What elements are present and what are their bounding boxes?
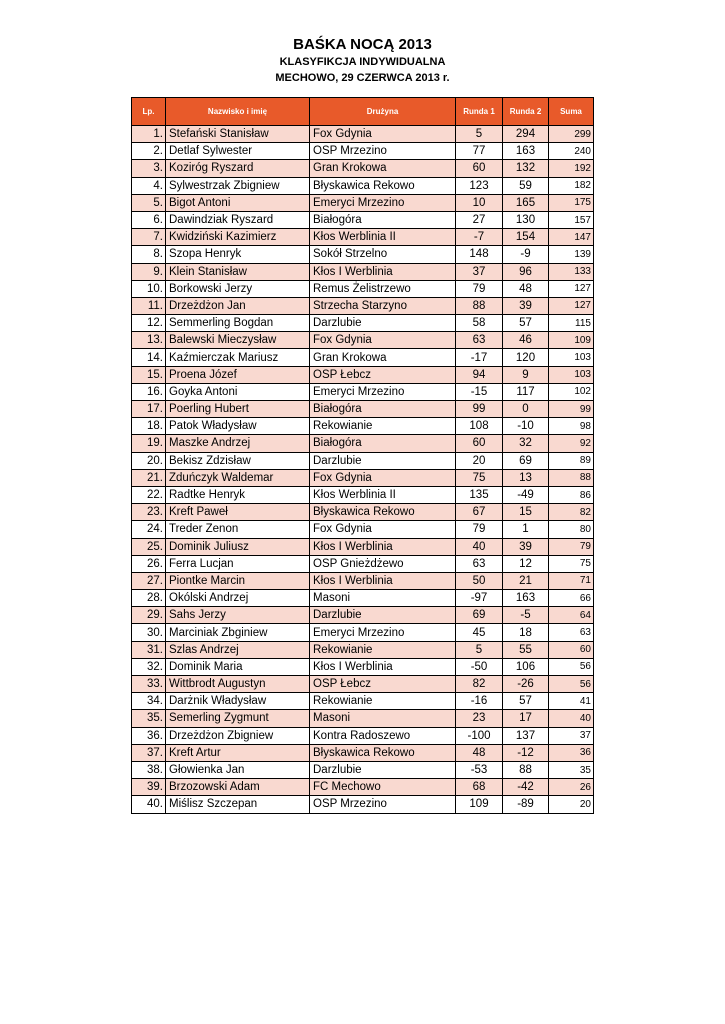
table-row (132, 607, 594, 624)
round1-cell: -16 (456, 693, 503, 710)
round1-cell: 148 (456, 246, 503, 263)
player-name-cell: Kreft Paweł (166, 504, 310, 521)
sum-cell: 66 (549, 590, 594, 607)
round2-cell: 39 (503, 297, 549, 314)
rank-cell: 6. (132, 211, 166, 228)
table-row (132, 349, 594, 366)
round2-cell: 163 (503, 590, 549, 607)
team-cell: Błyskawica Rekowo (310, 504, 456, 521)
rank-cell: 27. (132, 572, 166, 589)
table-row (132, 126, 594, 143)
round2-cell: -5 (503, 607, 549, 624)
team-cell: Kontra Radoszewo (310, 727, 456, 744)
sum-cell: 127 (549, 297, 594, 314)
round2-cell: 0 (503, 401, 549, 418)
round1-cell: 88 (456, 297, 503, 314)
round1-cell: 69 (456, 607, 503, 624)
team-cell: OSP Mrzezino (310, 143, 456, 160)
round1-cell: 82 (456, 676, 503, 693)
rank-cell: 8. (132, 246, 166, 263)
event-location-date: MECHOWO, 29 CZERWCA 2013 r. (275, 72, 450, 84)
round1-cell: 123 (456, 177, 503, 194)
results-table-header (132, 98, 594, 126)
table-row (132, 383, 594, 400)
player-name-cell: Patok Władysław (166, 418, 310, 435)
table-row (132, 280, 594, 297)
team-cell: Darzlubie (310, 452, 456, 469)
player-name-cell: Szopa Henryk (166, 246, 310, 263)
round1-cell: 79 (456, 521, 503, 538)
round2-cell: 57 (503, 315, 549, 332)
rank-cell: 18. (132, 418, 166, 435)
team-cell: OSP Gnieżdżewo (310, 555, 456, 572)
round1-cell: 5 (456, 126, 503, 143)
round1-cell: 94 (456, 366, 503, 383)
sum-cell: 63 (549, 624, 594, 641)
round2-cell: -49 (503, 486, 549, 503)
sum-cell: 102 (549, 383, 594, 400)
table-row (132, 229, 594, 246)
rank-cell: 37. (132, 744, 166, 761)
sum-cell: 79 (549, 538, 594, 555)
round2-cell: -9 (503, 246, 549, 263)
team-cell: FC Mechowo (310, 779, 456, 796)
player-name-cell: Drzeżdżon Zbigniew (166, 727, 310, 744)
round2-cell: 69 (503, 452, 549, 469)
player-name-cell: Treder Zenon (166, 521, 310, 538)
round1-cell: 63 (456, 332, 503, 349)
sum-cell: 88 (549, 469, 594, 486)
player-name-cell: Dominik Maria (166, 658, 310, 675)
rank-cell: 26. (132, 555, 166, 572)
table-row (132, 246, 594, 263)
player-name-cell: Radtke Henryk (166, 486, 310, 503)
round1-cell: 109 (456, 796, 503, 813)
round2-cell: 55 (503, 641, 549, 658)
rank-cell: 35. (132, 710, 166, 727)
player-name-cell: Kaźmierczak Mariusz (166, 349, 310, 366)
rank-cell: 28. (132, 590, 166, 607)
player-name-cell: Piontke Marcin (166, 572, 310, 589)
sum-cell: 109 (549, 332, 594, 349)
round1-cell: 135 (456, 486, 503, 503)
round2-cell: 137 (503, 727, 549, 744)
rank-cell: 38. (132, 761, 166, 778)
player-name-cell: Okólski Andrzej (166, 590, 310, 607)
rank-cell: 12. (132, 315, 166, 332)
player-name-cell: Borkowski Jerzy (166, 280, 310, 297)
rank-cell: 29. (132, 607, 166, 624)
player-name-cell: Balewski Mieczysław (166, 332, 310, 349)
sum-cell: 147 (549, 229, 594, 246)
player-name-cell: Bekisz Zdzisław (166, 452, 310, 469)
team-cell: Darzlubie (310, 761, 456, 778)
round2-cell: 13 (503, 469, 549, 486)
round2-cell: 163 (503, 143, 549, 160)
round1-cell: 10 (456, 194, 503, 211)
rank-cell: 40. (132, 796, 166, 813)
column-header-sum: Suma (549, 98, 594, 126)
table-row (132, 486, 594, 503)
classification-subtitle: KLASYFIKCJA INDYWIDUALNA (279, 56, 446, 68)
round2-cell: 154 (503, 229, 549, 246)
round2-cell: -12 (503, 744, 549, 761)
player-name-cell: Bigot Antoni (166, 194, 310, 211)
round2-cell: 130 (503, 211, 549, 228)
round2-cell: 17 (503, 710, 549, 727)
sum-cell: 82 (549, 504, 594, 521)
round1-cell: 23 (456, 710, 503, 727)
round1-cell: -100 (456, 727, 503, 744)
round1-cell: 108 (456, 418, 503, 435)
rank-cell: 2. (132, 143, 166, 160)
sum-cell: 157 (549, 211, 594, 228)
rank-cell: 4. (132, 177, 166, 194)
team-cell: Rekowianie (310, 418, 456, 435)
rank-cell: 16. (132, 383, 166, 400)
column-header-round1: Runda 1 (456, 98, 503, 126)
round2-cell: -10 (503, 418, 549, 435)
table-row (132, 710, 594, 727)
rank-cell: 11. (132, 297, 166, 314)
table-row (132, 590, 594, 607)
team-cell: Kłos I Werblinia (310, 658, 456, 675)
sum-cell: 299 (549, 126, 594, 143)
player-name-cell: Semerling Zygmunt (166, 710, 310, 727)
rank-cell: 19. (132, 435, 166, 452)
sum-cell: 26 (549, 779, 594, 796)
sum-cell: 89 (549, 452, 594, 469)
team-cell: Emeryci Mrzezino (310, 194, 456, 211)
rank-cell: 21. (132, 469, 166, 486)
sum-cell: 133 (549, 263, 594, 280)
sum-cell: 115 (549, 315, 594, 332)
table-row (132, 744, 594, 761)
round1-cell: -50 (456, 658, 503, 675)
player-name-cell: Sylwestrzak Zbigniew (166, 177, 310, 194)
team-cell: Białogóra (310, 211, 456, 228)
column-header-name: Nazwisko i imię (166, 98, 310, 126)
round2-cell: 106 (503, 658, 549, 675)
rank-cell: 23. (132, 504, 166, 521)
page-title: BAŚKA NOCĄ 2013 (293, 36, 432, 53)
results-table-body (132, 126, 594, 814)
sum-cell: 71 (549, 572, 594, 589)
round1-cell: 50 (456, 572, 503, 589)
round1-cell: 99 (456, 401, 503, 418)
team-cell: Sokół Strzelno (310, 246, 456, 263)
player-name-cell: Brzozowski Adam (166, 779, 310, 796)
sum-cell: 92 (549, 435, 594, 452)
round2-cell: 18 (503, 624, 549, 641)
team-cell: Białogóra (310, 435, 456, 452)
round1-cell: 68 (456, 779, 503, 796)
sum-cell: 60 (549, 641, 594, 658)
sum-cell: 37 (549, 727, 594, 744)
round2-cell: 12 (503, 555, 549, 572)
player-name-cell: Sahs Jerzy (166, 607, 310, 624)
table-row (132, 160, 594, 177)
player-name-cell: Klein Stanisław (166, 263, 310, 280)
team-cell: Darzlubie (310, 315, 456, 332)
round1-cell: 40 (456, 538, 503, 555)
round1-cell: 77 (456, 143, 503, 160)
team-cell: Kłos Werblinia II (310, 486, 456, 503)
rank-cell: 20. (132, 452, 166, 469)
team-cell: Fox Gdynia (310, 469, 456, 486)
player-name-cell: Głowienka Jan (166, 761, 310, 778)
table-row (132, 452, 594, 469)
round1-cell: 5 (456, 641, 503, 658)
rank-cell: 39. (132, 779, 166, 796)
round1-cell: 60 (456, 435, 503, 452)
round1-cell: 37 (456, 263, 503, 280)
table-row (132, 641, 594, 658)
round2-cell: 165 (503, 194, 549, 211)
table-row (132, 555, 594, 572)
player-name-cell: Detlaf Sylwester (166, 143, 310, 160)
sum-cell: 36 (549, 744, 594, 761)
rank-cell: 3. (132, 160, 166, 177)
round2-cell: 132 (503, 160, 549, 177)
team-cell: Fox Gdynia (310, 332, 456, 349)
table-row (132, 779, 594, 796)
player-name-cell: Semmerling Bogdan (166, 315, 310, 332)
table-row (132, 676, 594, 693)
round2-cell: 46 (503, 332, 549, 349)
round1-cell: 20 (456, 452, 503, 469)
column-header-lp: Lp. (132, 98, 166, 126)
round2-cell: 32 (503, 435, 549, 452)
player-name-cell: Poerling Hubert (166, 401, 310, 418)
table-row (132, 538, 594, 555)
round2-cell: 15 (503, 504, 549, 521)
sum-cell: 20 (549, 796, 594, 813)
rank-cell: 32. (132, 658, 166, 675)
table-row (132, 435, 594, 452)
rank-cell: 36. (132, 727, 166, 744)
round1-cell: 75 (456, 469, 503, 486)
player-name-cell: Drzeżdżon Jan (166, 297, 310, 314)
sum-cell: 139 (549, 246, 594, 263)
player-name-cell: Darżnik Władysław (166, 693, 310, 710)
table-row (132, 796, 594, 813)
team-cell: OSP Mrzezino (310, 796, 456, 813)
team-cell: Kłos I Werblinia (310, 263, 456, 280)
team-cell: Błyskawica Rekowo (310, 744, 456, 761)
round1-cell: 48 (456, 744, 503, 761)
rank-cell: 9. (132, 263, 166, 280)
table-row (132, 263, 594, 280)
round1-cell: 63 (456, 555, 503, 572)
table-row (132, 572, 594, 589)
table-row (132, 727, 594, 744)
sum-cell: 64 (549, 607, 594, 624)
round2-cell: -42 (503, 779, 549, 796)
rank-cell: 17. (132, 401, 166, 418)
results-table (131, 97, 594, 814)
round2-cell: 96 (503, 263, 549, 280)
round2-cell: 120 (503, 349, 549, 366)
team-cell: Białogóra (310, 401, 456, 418)
sum-cell: 40 (549, 710, 594, 727)
player-name-cell: Proena Józef (166, 366, 310, 383)
player-name-cell: Szlas Andrzej (166, 641, 310, 658)
player-name-cell: Stefański Stanisław (166, 126, 310, 143)
table-row (132, 211, 594, 228)
team-cell: Rekowianie (310, 641, 456, 658)
rank-cell: 30. (132, 624, 166, 641)
player-name-cell: Ferra Lucjan (166, 555, 310, 572)
team-cell: Emeryci Mrzezino (310, 383, 456, 400)
sum-cell: 35 (549, 761, 594, 778)
team-cell: OSP Łebcz (310, 676, 456, 693)
rank-cell: 34. (132, 693, 166, 710)
rank-cell: 10. (132, 280, 166, 297)
table-row (132, 366, 594, 383)
sum-cell: 56 (549, 676, 594, 693)
player-name-cell: Koziróg Ryszard (166, 160, 310, 177)
table-row (132, 401, 594, 418)
team-cell: Kłos I Werblinia (310, 538, 456, 555)
team-cell: Emeryci Mrzezino (310, 624, 456, 641)
round1-cell: 45 (456, 624, 503, 641)
rank-cell: 22. (132, 486, 166, 503)
round1-cell: -97 (456, 590, 503, 607)
team-cell: Darzlubie (310, 607, 456, 624)
rank-cell: 31. (132, 641, 166, 658)
round1-cell: -17 (456, 349, 503, 366)
rank-cell: 14. (132, 349, 166, 366)
sum-cell: 98 (549, 418, 594, 435)
player-name-cell: Wittbrodt Augustyn (166, 676, 310, 693)
sum-cell: 86 (549, 486, 594, 503)
table-row (132, 143, 594, 160)
table-row (132, 418, 594, 435)
team-cell: OSP Łebcz (310, 366, 456, 383)
round2-cell: 48 (503, 280, 549, 297)
table-row (132, 693, 594, 710)
rank-cell: 5. (132, 194, 166, 211)
team-cell: Kłos Werblinia II (310, 229, 456, 246)
table-row (132, 297, 594, 314)
round1-cell: -7 (456, 229, 503, 246)
document-header (0, 36, 725, 86)
team-cell: Strzecha Starzyno (310, 297, 456, 314)
table-row (132, 177, 594, 194)
round1-cell: 79 (456, 280, 503, 297)
round2-cell: 57 (503, 693, 549, 710)
table-row (132, 504, 594, 521)
rank-cell: 25. (132, 538, 166, 555)
team-cell: Rekowianie (310, 693, 456, 710)
team-cell: Masoni (310, 710, 456, 727)
sum-cell: 41 (549, 693, 594, 710)
player-name-cell: Marciniak Zbginiew (166, 624, 310, 641)
table-row (132, 624, 594, 641)
player-name-cell: Kwidziński Kazimierz (166, 229, 310, 246)
rank-cell: 13. (132, 332, 166, 349)
team-cell: Gran Krokowa (310, 160, 456, 177)
team-cell: Masoni (310, 590, 456, 607)
team-cell: Remus Żelistrzewo (310, 280, 456, 297)
column-header-round2: Runda 2 (503, 98, 549, 126)
sum-cell: 103 (549, 349, 594, 366)
team-cell: Fox Gdynia (310, 521, 456, 538)
sum-cell: 80 (549, 521, 594, 538)
team-cell: Błyskawica Rekowo (310, 177, 456, 194)
rank-cell: 33. (132, 676, 166, 693)
round2-cell: 59 (503, 177, 549, 194)
round1-cell: -15 (456, 383, 503, 400)
round2-cell: 117 (503, 383, 549, 400)
column-header-team: Drużyna (310, 98, 456, 126)
table-row (132, 521, 594, 538)
player-name-cell: Kreft Artur (166, 744, 310, 761)
round2-cell: 39 (503, 538, 549, 555)
round2-cell: 21 (503, 572, 549, 589)
player-name-cell: Goyka Antoni (166, 383, 310, 400)
table-row (132, 469, 594, 486)
table-row (132, 658, 594, 675)
team-cell: Gran Krokowa (310, 349, 456, 366)
table-row (132, 332, 594, 349)
round2-cell: 88 (503, 761, 549, 778)
player-name-cell: Zduńczyk Waldemar (166, 469, 310, 486)
sum-cell: 192 (549, 160, 594, 177)
rank-cell: 1. (132, 126, 166, 143)
round2-cell: -26 (503, 676, 549, 693)
round2-cell: 294 (503, 126, 549, 143)
sum-cell: 127 (549, 280, 594, 297)
sum-cell: 175 (549, 194, 594, 211)
round2-cell: 1 (503, 521, 549, 538)
player-name-cell: Dominik Juliusz (166, 538, 310, 555)
header-row (132, 98, 594, 126)
round1-cell: 58 (456, 315, 503, 332)
round1-cell: 67 (456, 504, 503, 521)
table-row (132, 315, 594, 332)
round1-cell: -53 (456, 761, 503, 778)
sum-cell: 103 (549, 366, 594, 383)
sum-cell: 99 (549, 401, 594, 418)
round2-cell: -89 (503, 796, 549, 813)
sum-cell: 182 (549, 177, 594, 194)
rank-cell: 7. (132, 229, 166, 246)
player-name-cell: Miślisz Szczepan (166, 796, 310, 813)
team-cell: Fox Gdynia (310, 126, 456, 143)
round1-cell: 27 (456, 211, 503, 228)
player-name-cell: Maszke Andrzej (166, 435, 310, 452)
table-row (132, 194, 594, 211)
round1-cell: 60 (456, 160, 503, 177)
rank-cell: 15. (132, 366, 166, 383)
sum-cell: 75 (549, 555, 594, 572)
round2-cell: 9 (503, 366, 549, 383)
rank-cell: 24. (132, 521, 166, 538)
team-cell: Kłos I Werblinia (310, 572, 456, 589)
sum-cell: 56 (549, 658, 594, 675)
player-name-cell: Dawindziak Ryszard (166, 211, 310, 228)
sum-cell: 240 (549, 143, 594, 160)
table-row (132, 761, 594, 778)
